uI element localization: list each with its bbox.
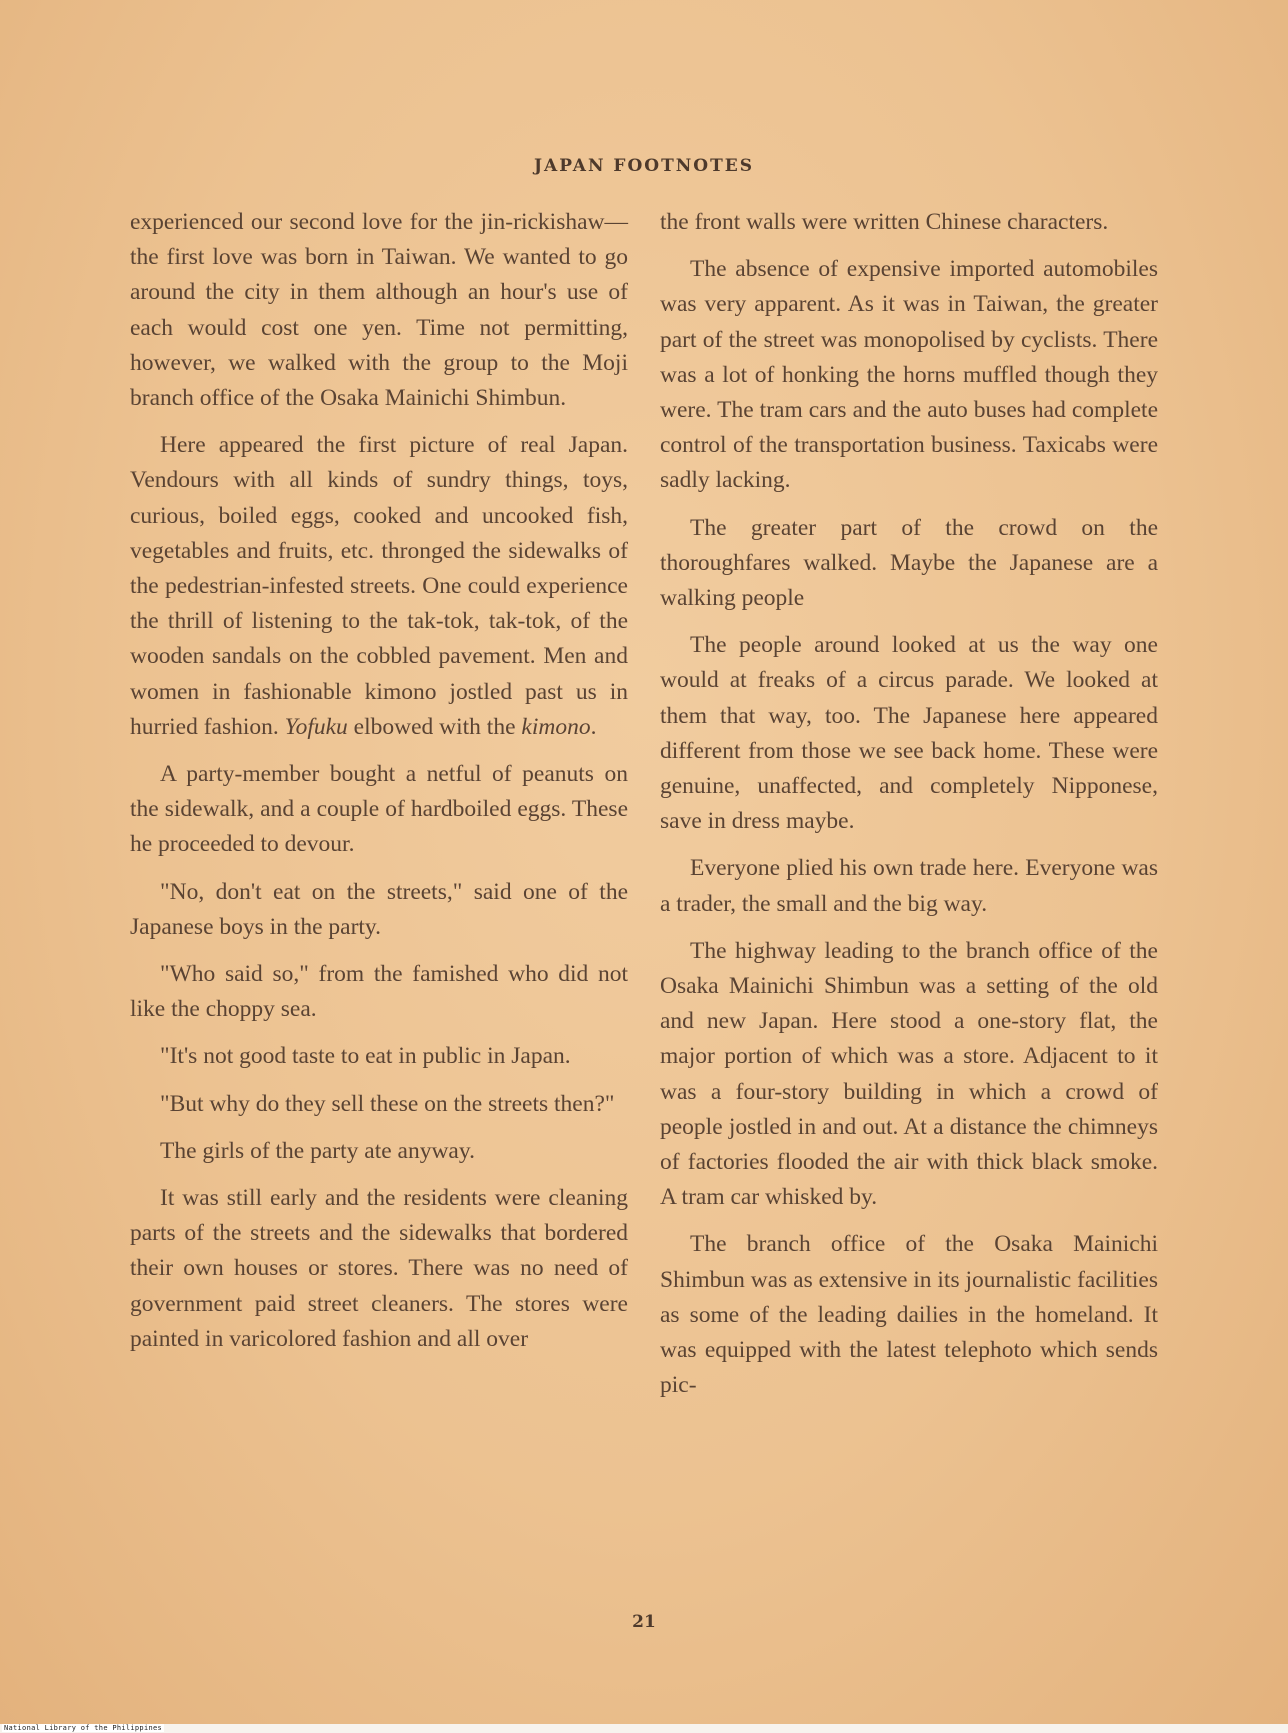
paragraph: Everyone plied his own trade here. Everyone was a trader, the small and the big way. (660, 855, 1158, 917)
page-number: 21 (632, 1612, 656, 1632)
paragraph: The highway leading to the branch office of the Osaka Mainichi Shimbun was a setting of the old and new Japan. Here stood a one-story flat, the major portion of which was a store. Adjacent to it was a four-story building in which a crowd of people jostled in and out. At a distance the chimneys of factories flooded the air with thick black smoke. A tram car whisked by. (660, 937, 1158, 1211)
paragraph: "No, don't eat on the streets," said one of the Japanese boys in the party. (130, 878, 628, 940)
italic-term: kimono (521, 713, 591, 740)
bottom-strip (0, 1724, 1288, 1733)
paragraph: A party-member bought a netful of peanuts on the sidewalk, and a couple of hardboiled eggs. These he proceeded to devour. (130, 761, 628, 858)
paragraph: experienced our second love for the jin-rickishaw—the first love was born in Taiwan. We wanted to go around the city in them although an hour's use of each would cost one yen. Time not permitting, however, we walked with the group to the Moji branch office of the Osaka Mainichi Shimbun. (130, 209, 628, 412)
italic-term: Yofuku (284, 713, 348, 740)
paragraph: The absence of expensive imported automobiles was very apparent. As it was in Taiwan, the greater part of the street was monopolised by cyclists. There was a lot of honking the horns muffled though they were. The tram cars and the auto buses had complete control of the transportation business. Taxicabs were sadly lacking. (660, 256, 1158, 494)
paragraph: It was still early and the residents were cleaning parts of the streets and the sidewalks that bordered their own houses or stores. There was no need of government paid street cleaners. The stores were painted in varicolored fashion and all over (130, 1185, 628, 1352)
paragraph: The girls of the party ate anyway. (160, 1137, 475, 1164)
paragraph-text: elbowed with the (353, 713, 516, 740)
paragraph: The greater part of the crowd on the thoroughfares walked. Maybe the Japanese are a walking people (660, 514, 1158, 612)
running-head: JAPAN FOOTNOTES (534, 156, 754, 176)
paragraph-text: Here appeared the first picture of real Japan. Vendours with all kinds of sundry things, toys, curious, boiled eggs, cooked and uncooked fish, vegetables and fruits, etc. thronged the sidewalks of the pedestrian-infested streets. One could experience the thrill of listening to the tak-tok, tak-tok, of the wooden sandals on the cobbled pavement. Men and women in fashionable kimono jostled past us in hurried fashion. (130, 432, 628, 740)
paragraph: the front walls were written Chinese characters. (660, 209, 1109, 235)
paragraph: "It's not good taste to eat in public in Japan. (160, 1043, 571, 1070)
paragraph: "Who said so," from the famished who did not like the choppy sea. (130, 961, 628, 1023)
left-column (130, 205, 628, 1369)
paragraph: "But why do they sell these on the streets then?" (160, 1090, 615, 1117)
paragraph (130, 428, 628, 745)
paragraph: The branch office of the Osaka Mainichi Shimbun was as extensive in its journalistic facilities as some of the leading dailies in the homeland. It was equipped with the latest telephoto which sends pic- (660, 1231, 1158, 1399)
library-credit: National Library of the Philippines (4, 1724, 163, 1732)
paragraph: The people around looked at us the way one would at freaks of a circus parade. We looked at them that way, too. The Japanese here appeared different from those we see back home. These were genuine, unaffected, and completely Nipponese, save in dress maybe. (660, 632, 1158, 835)
paragraph-text: . (590, 713, 597, 740)
right-column (660, 205, 1158, 1416)
